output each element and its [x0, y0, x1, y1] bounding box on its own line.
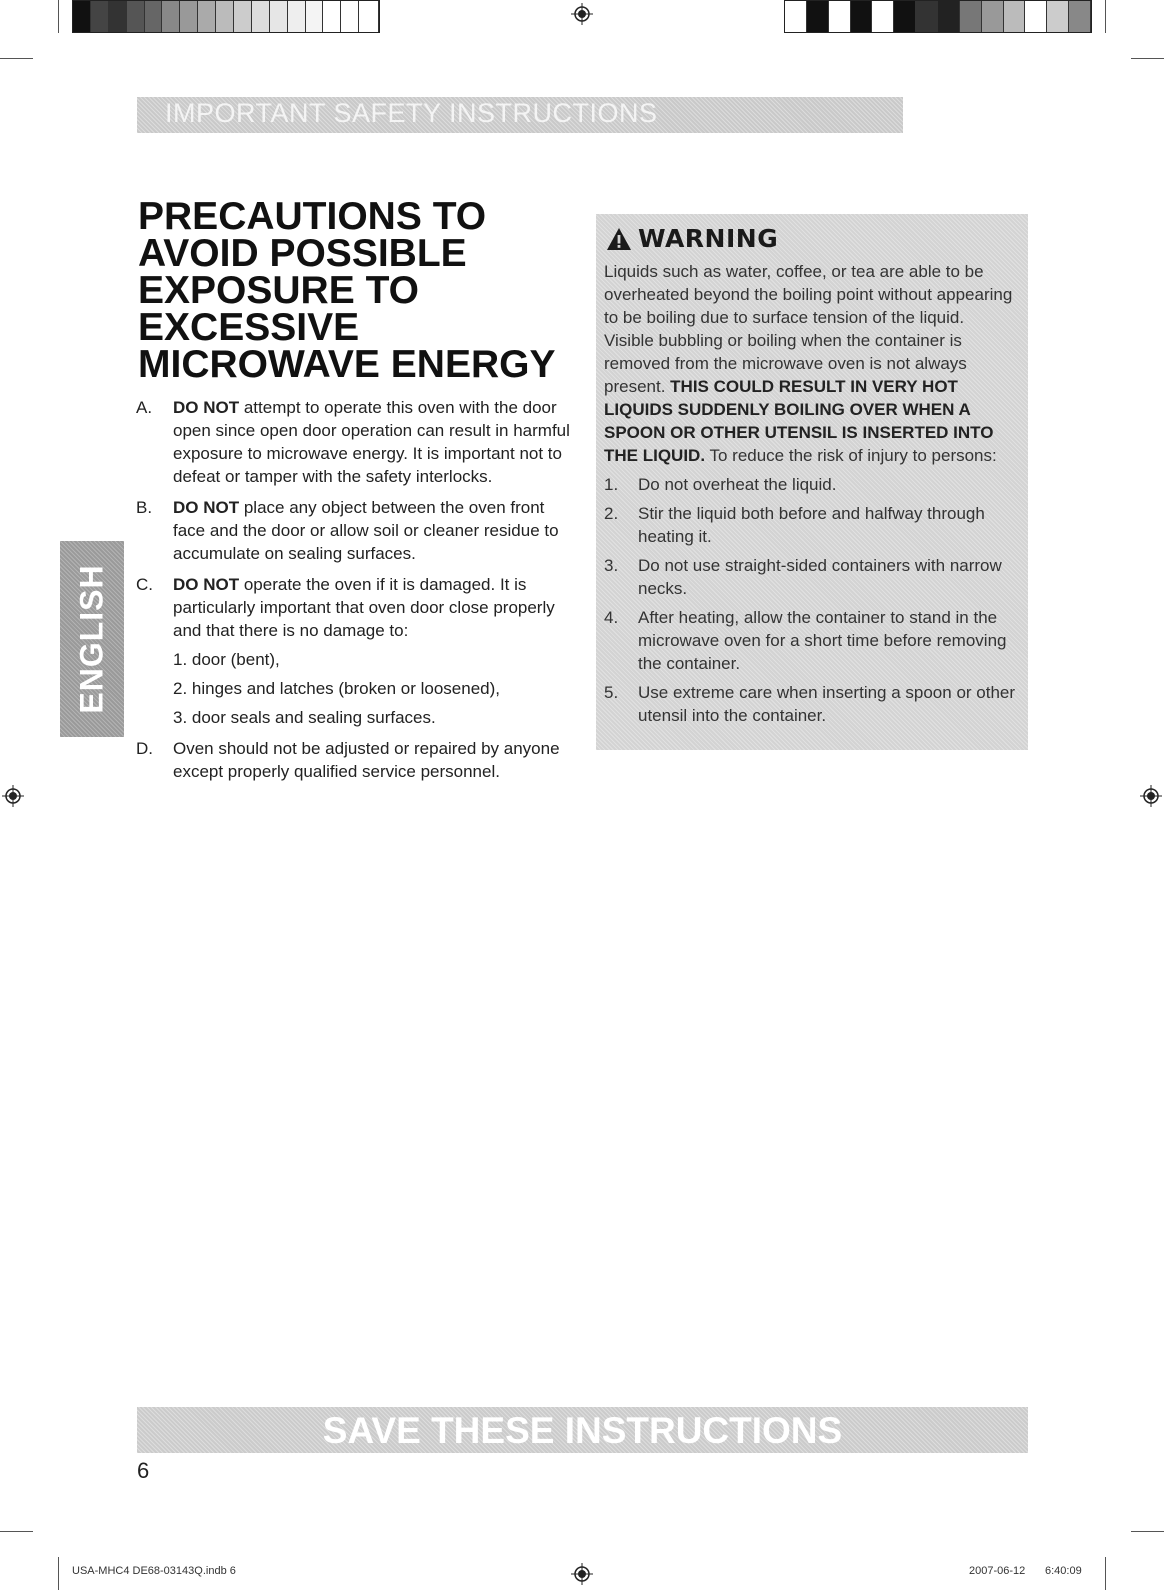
item-text: operate the oven if it is damaged. It is particularly important that oven door close properly and that there is no damage to:: [173, 575, 555, 640]
crop-mark: [58, 1557, 59, 1590]
item-text: Do not use straight-sided containers with narrow necks.: [638, 556, 1002, 598]
title-line: PRECAUTIONS TO: [138, 195, 487, 238]
item-text: After heating, allow the container to stand in the microwave oven for a short time before removing the container.: [638, 608, 1007, 673]
warning-intro: Liquids such as water, coffee, or tea are able to be overheated beyond the boiling point without appearing to be boiling due to surface tension of the liquid. Visible bubbling or boiling when the container is removed from the microwave oven is not always present.: [604, 262, 1013, 396]
list-item: [136, 573, 576, 729]
color-calibration-bar-left: [72, 0, 380, 33]
crop-mark: [0, 1531, 33, 1532]
warning-header: [606, 224, 778, 253]
sublist-item: 2. hinges and latches (broken or loosened),: [173, 679, 500, 698]
damage-sublist: [173, 648, 576, 729]
item-text: Stir the liquid both before and halfway through heating it.: [638, 504, 985, 546]
language-tab-label: ENGLISH: [73, 564, 110, 714]
crop-mark: [1105, 0, 1106, 33]
page-number: 6: [137, 1458, 150, 1483]
crop-mark: [0, 58, 33, 59]
list-item: [136, 737, 576, 783]
page-title: [138, 195, 558, 386]
slug-time: 6:40:09: [1045, 1565, 1082, 1577]
list-item: [604, 681, 1016, 727]
item-text: Use extreme care when inserting a spoon or other utensil into the container.: [638, 683, 1016, 725]
item-number: 2.: [604, 504, 619, 523]
list-item: [136, 396, 576, 488]
sublist-item: 1. door (bent),: [173, 650, 280, 669]
item-emphasis: DO NOT: [173, 398, 240, 417]
item-number: 1.: [604, 475, 619, 494]
list-item: [604, 502, 1016, 548]
item-letter: B.: [136, 498, 153, 517]
item-letter: D.: [136, 739, 153, 758]
save-instructions-text: SAVE THESE INSTRUCTIONS: [322, 1410, 843, 1451]
slug-date: 2007-06-12: [969, 1565, 1026, 1577]
item-letter: C.: [136, 575, 153, 594]
warning-box: [596, 214, 1028, 750]
item-text: attempt to operate this oven with the door open since open door operation can result in harmful exposure to microwave energy. It is important not to defeat or tamper with the safety interlocks.: [173, 398, 570, 486]
warning-heading: WARNING: [638, 224, 779, 253]
item-number: 3.: [604, 556, 619, 575]
section-header-band: [137, 97, 903, 133]
precautions-list: [136, 396, 576, 791]
crop-mark: [1131, 1531, 1164, 1532]
item-emphasis: DO NOT: [173, 575, 240, 594]
warning-list: [604, 473, 1016, 727]
sublist-item: 3. door seals and sealing surfaces.: [173, 708, 436, 727]
registration-target-icon: [571, 3, 593, 25]
warning-paragraph: [604, 260, 1016, 467]
title-line: EXCESSIVE: [138, 306, 360, 349]
item-text: Oven should not be adjusted or repaired by anyone except properly qualified service personnel.: [173, 739, 560, 781]
item-number: 5.: [604, 683, 619, 702]
list-item: [604, 473, 1016, 496]
crop-mark: [1105, 1557, 1106, 1590]
warning-body: [604, 260, 1016, 733]
title-line: EXPOSURE TO: [138, 269, 420, 312]
language-side-tab: [60, 541, 124, 737]
item-emphasis: DO NOT: [173, 498, 240, 517]
title-line: MICROWAVE ENERGY: [138, 343, 556, 386]
crop-mark: [1131, 58, 1164, 59]
crop-mark: [58, 0, 59, 33]
registration-target-icon: [1140, 785, 1162, 807]
list-item: [604, 554, 1016, 600]
section-header-text: IMPORTANT SAFETY INSTRUCTIONS: [165, 98, 658, 128]
registration-target-icon: [2, 785, 24, 807]
item-text: Do not overheat the liquid.: [638, 475, 837, 494]
item-letter: A.: [136, 398, 153, 417]
warning-triangle-icon: [606, 227, 632, 251]
color-calibration-bar-right: [784, 0, 1092, 33]
slug-filename: USA-MHC4 DE68-03143Q.indb 6: [72, 1565, 236, 1577]
item-text: place any object between the oven front face and the door or allow soil or cleaner residue to accumulate on sealing surfaces.: [173, 498, 559, 563]
item-number: 4.: [604, 608, 619, 627]
list-item: [136, 496, 576, 565]
save-instructions-band: [137, 1407, 1028, 1453]
warning-tail: To reduce the risk of injury to persons:: [709, 446, 997, 465]
registration-target-icon: [571, 1563, 593, 1585]
title-line: AVOID POSSIBLE: [138, 232, 467, 275]
list-item: [604, 606, 1016, 675]
warning-emphasis: THIS COULD RESULT IN VERY HOT LIQUIDS SUDDENLY BOILING OVER WHEN A SPOON OR OTHER UTENSIL IS INSERTED INTO THE LIQUID.: [604, 377, 994, 465]
